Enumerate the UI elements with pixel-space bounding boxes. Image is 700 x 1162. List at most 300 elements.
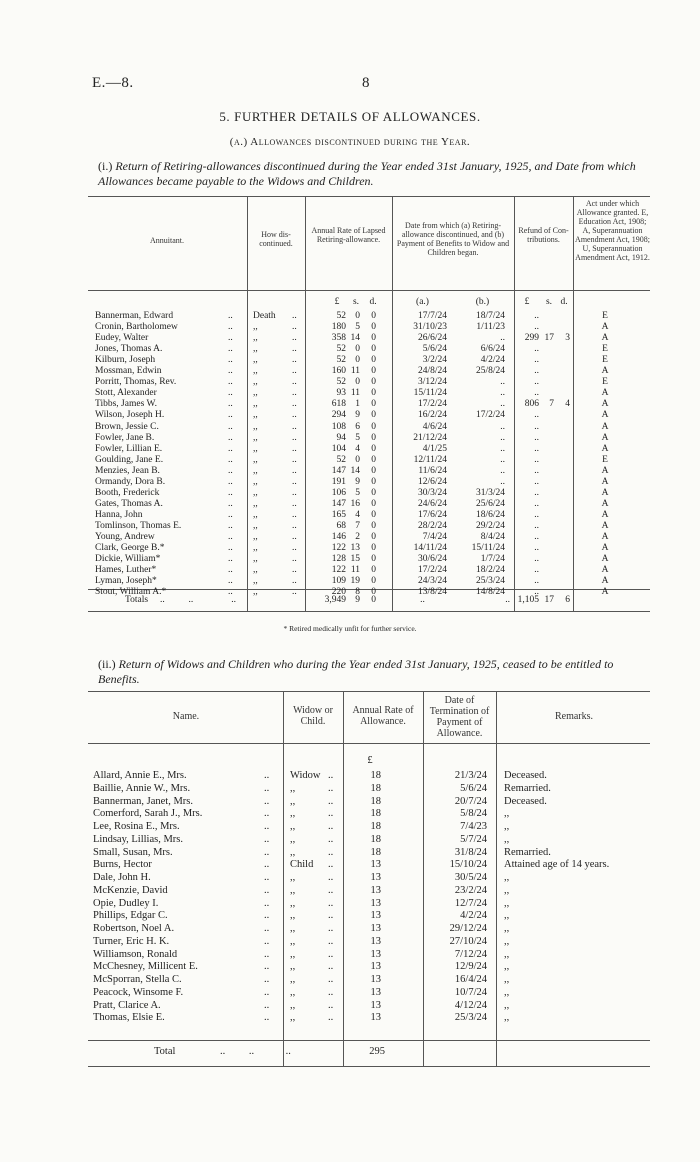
return1-title-prefix: (i.)	[98, 159, 113, 173]
row-leader: ..	[228, 532, 233, 542]
rate-pence: 0	[371, 543, 376, 554]
allowance-rate: 18	[370, 770, 381, 781]
remarks: ,,	[504, 986, 510, 998]
row-leader: ..	[292, 587, 297, 598]
row-leader: ..	[328, 948, 334, 960]
rate-shillings: 5	[355, 487, 360, 498]
rate-pence: 0	[371, 322, 376, 333]
rate-pence: 0	[371, 520, 376, 531]
how-discontinued: ,,	[253, 344, 258, 355]
table-row	[0, 433, 700, 444]
row-leader: ..	[292, 410, 297, 421]
remarks: Deceased.	[504, 770, 547, 781]
how-discontinued: ,,	[253, 498, 258, 509]
rate-pence: 0	[371, 432, 376, 443]
annuitant-name: Tibbs, James W.	[95, 399, 157, 410]
rate-shillings: 7	[355, 520, 360, 531]
how-discontinued: ,,	[253, 465, 258, 476]
date-a: 17/6/24	[417, 509, 447, 520]
row-leader: ..	[264, 923, 270, 934]
refund-pounds: ..	[534, 366, 539, 377]
row-leader: ..	[264, 884, 270, 896]
totals-leader: .. .. ..	[160, 595, 236, 605]
col2-header-date: Date of Termination of Payment of Allowance.	[429, 695, 490, 739]
how-discontinued: ,,	[253, 454, 258, 465]
remarks: ,,	[504, 833, 510, 845]
rate-shillings: 0	[355, 377, 360, 388]
date-a: 12/11/24	[413, 454, 447, 465]
remarks: ,,	[504, 884, 510, 896]
annuitant-name: Wilson, Joseph H.	[95, 410, 165, 421]
row-leader: ..	[292, 465, 297, 476]
row-leader: ..	[292, 476, 297, 487]
rate-pence: 0	[371, 366, 376, 377]
termination-date: 21/3/24	[454, 770, 487, 781]
rate-pence: 0	[371, 377, 376, 388]
rate-shillings: 19	[350, 576, 360, 587]
allowance-rate: 13	[370, 948, 381, 960]
termination-date: 25/3/24	[454, 1012, 487, 1024]
rate-pence: 0	[371, 576, 376, 587]
annuitant-name: Young, Andrew	[95, 532, 155, 542]
remarks: Attained age of 14 years.	[504, 859, 610, 871]
date-b: 17/2/24	[475, 410, 505, 421]
annuitant-name: Stout, William A.*	[95, 587, 167, 598]
row-leader: ..	[328, 833, 334, 845]
act-code: E	[602, 355, 608, 366]
refund-pounds: ..	[534, 344, 539, 355]
refund-pounds: ..	[534, 576, 539, 587]
remarks: ,,	[504, 961, 510, 973]
refund-pounds: ..	[534, 565, 539, 576]
allowance-rate: 13	[370, 859, 381, 871]
row-leader: ..	[264, 770, 270, 781]
rate-shillings: 6	[355, 421, 360, 432]
allowance-rate: 13	[370, 986, 381, 998]
list-item	[0, 987, 700, 999]
row-leader: ..	[292, 443, 297, 454]
allowance-rate: 18	[370, 795, 381, 807]
table-row	[0, 311, 700, 322]
date-b: ..	[500, 432, 505, 443]
row-leader: ..	[264, 846, 270, 858]
refund-pounds: ..	[534, 543, 539, 554]
rate-pence: 0	[371, 443, 376, 454]
rate-pounds: 146	[331, 532, 346, 542]
allowance-rate: 13	[370, 999, 381, 1011]
row-leader: ..	[292, 520, 297, 531]
row-leader: ..	[228, 333, 233, 344]
date-a: 15/11/24	[413, 388, 447, 399]
beneficiary-name: Baillie, Annie W., Mrs.	[93, 782, 191, 794]
row-leader: ..	[292, 388, 297, 399]
row-leader: ..	[292, 333, 297, 344]
beneficiary-name: Phillips, Edgar C.	[93, 910, 168, 922]
how-discontinued: ,,	[253, 476, 258, 487]
table-row	[0, 410, 700, 421]
list-item	[0, 770, 700, 782]
table-row	[0, 521, 700, 532]
date-a: 13/8/24	[417, 587, 447, 598]
row-leader: ..	[264, 974, 270, 985]
table-row	[0, 532, 700, 543]
row-leader: ..	[292, 532, 297, 542]
termination-date: 10/7/24	[454, 986, 487, 998]
annuitant-name: Booth, Frederick	[95, 487, 160, 498]
beneficiary-name: Thomas, Elsie E.	[93, 1012, 165, 1024]
allowance-rate: 13	[370, 961, 381, 973]
date-b: 8/4/24	[480, 532, 505, 542]
row-leader: ..	[328, 999, 334, 1011]
row-leader: ..	[292, 421, 297, 432]
rate-pence: 0	[371, 454, 376, 465]
refund-pounds: ..	[534, 311, 539, 321]
beneficiary-name: Allard, Annie E., Mrs.	[93, 770, 187, 781]
termination-date: 12/7/24	[454, 897, 487, 909]
beneficiary-name: Pratt, Clarice A.	[93, 999, 161, 1011]
unit-a: (a.)	[416, 297, 429, 307]
annuitant-name: Hames, Luther*	[95, 565, 157, 576]
rate-pence: 0	[371, 355, 376, 366]
list-item	[0, 821, 700, 833]
row-leader: ..	[264, 808, 270, 820]
act-code: A	[601, 399, 609, 410]
refund-pounds: ..	[534, 443, 539, 454]
rate-shillings: 0	[355, 344, 360, 355]
rate-shillings: 11	[350, 366, 360, 377]
rate-pence: 0	[371, 399, 376, 410]
row-leader: ..	[228, 476, 233, 487]
rate-pence: 0	[371, 554, 376, 565]
date-a: 17/2/24	[417, 399, 447, 410]
how-discontinued: ,,	[253, 554, 258, 565]
section-title: 5. FURTHER DETAILS OF ALLOWANCES.	[219, 109, 481, 124]
row-leader: ..	[228, 432, 233, 443]
refund-pounds: ..	[534, 487, 539, 498]
row-leader: ..	[264, 872, 270, 883]
col-header-date: Date from which (a) Retiring-allowance discontinued, and (b) Payment of Benefits to Widow and Children began.	[396, 221, 510, 257]
how-discontinued: ,,	[253, 532, 258, 542]
widow-or-child: Widow	[290, 770, 321, 781]
how-discontinued: ,,	[253, 410, 258, 421]
act-code: A	[601, 443, 609, 454]
rate-shillings: 1	[355, 399, 360, 410]
act-code: A	[601, 410, 609, 421]
refund-pounds: ..	[534, 355, 539, 366]
rate-shillings: 8	[355, 587, 360, 598]
unit-pounds: £	[334, 297, 340, 307]
date-b: ..	[500, 377, 505, 388]
rate-shillings: 13	[350, 543, 360, 554]
act-code: E	[602, 454, 608, 465]
table2-bottom-rule	[88, 1066, 650, 1067]
how-discontinued: ,,	[253, 576, 258, 587]
row-leader: ..	[264, 999, 270, 1011]
beneficiary-name: Peacock, Winsome F.	[93, 986, 184, 998]
rate-pounds: 122	[331, 565, 346, 576]
date-b: ..	[500, 399, 505, 410]
table2-header-rule	[88, 743, 650, 744]
rate-shillings: 14	[350, 333, 360, 344]
rate-pence: 0	[371, 465, 376, 476]
widow-or-child: ,,	[290, 833, 296, 845]
row-leader: ..	[228, 587, 233, 598]
row-leader: ..	[292, 311, 297, 321]
row-leader: ..	[228, 543, 233, 554]
rate-pounds: 94	[336, 432, 346, 443]
list-item	[0, 872, 700, 884]
rate-pounds: 191	[331, 476, 346, 487]
list-item	[0, 898, 700, 910]
annuitant-name: Porritt, Thomas, Rev.	[95, 377, 177, 388]
row-leader: ..	[228, 576, 233, 587]
row-leader: ..	[228, 344, 233, 355]
beneficiary-name: Robertson, Noel A.	[93, 923, 175, 934]
return1-title	[98, 159, 658, 189]
row-leader: ..	[328, 884, 334, 896]
remarks: ,,	[504, 935, 510, 947]
date-a: 12/6/24	[417, 476, 447, 487]
annuitant-name: Kilburn, Joseph	[95, 355, 156, 366]
row-leader: ..	[264, 782, 270, 794]
widow-or-child: ,,	[290, 897, 296, 909]
total2-rate: 295	[369, 1046, 385, 1057]
totals-b: ..	[505, 595, 510, 605]
list-item	[0, 796, 700, 808]
how-discontinued: ,,	[253, 543, 258, 554]
return2-title	[98, 657, 658, 687]
row-leader: ..	[264, 1012, 270, 1024]
remarks: ,,	[504, 808, 510, 820]
date-a: 17/7/24	[417, 311, 447, 321]
allowance-rate: 18	[370, 782, 381, 794]
widow-or-child: ,,	[290, 948, 296, 960]
act-code: A	[601, 565, 609, 576]
refund-shillings: 17	[544, 333, 554, 344]
list-item	[0, 808, 700, 820]
row-leader: ..	[292, 399, 297, 410]
row-leader: ..	[292, 377, 297, 388]
rate-pounds: 147	[331, 465, 346, 476]
termination-date: 4/2/24	[460, 910, 487, 922]
date-b: 6/6/24	[480, 344, 505, 355]
table-row	[0, 377, 700, 388]
row-leader: ..	[292, 355, 297, 366]
rate-shillings: 4	[355, 509, 360, 520]
list-item	[0, 974, 700, 986]
termination-date: 30/5/24	[454, 872, 487, 883]
how-discontinued: ,,	[253, 355, 258, 366]
list-item	[0, 1000, 700, 1012]
row-leader: ..	[228, 322, 233, 333]
date-a: 26/6/24	[417, 333, 447, 344]
act-code: A	[601, 532, 609, 542]
widow-or-child: ,,	[290, 808, 296, 820]
date-a: 14/11/24	[413, 543, 447, 554]
rate-pence: 0	[371, 311, 376, 321]
row-leader: ..	[292, 322, 297, 333]
row-leader: ..	[264, 859, 270, 871]
termination-date: 5/6/24	[460, 782, 487, 794]
rate-pounds: 180	[331, 322, 346, 333]
widow-or-child: ,,	[290, 795, 296, 807]
annuitant-name: Bannerman, Edward	[95, 311, 174, 321]
act-code: A	[601, 465, 609, 476]
row-leader: ..	[228, 410, 233, 421]
rate-shillings: 15	[350, 554, 360, 565]
refund-pounds: 806	[524, 399, 539, 410]
unit-refund-pounds: £	[524, 297, 530, 307]
row-leader: ..	[228, 520, 233, 531]
act-code: E	[602, 344, 608, 355]
remarks: ,,	[504, 974, 510, 985]
allowance-rate: 13	[370, 923, 381, 934]
total2-label: Total	[154, 1046, 176, 1057]
date-b: 25/6/24	[475, 498, 505, 509]
annuitant-name: Gates, Thomas A.	[95, 498, 163, 509]
widow-or-child: ,,	[290, 872, 296, 883]
remarks: ,,	[504, 923, 510, 934]
rate-pounds: 147	[331, 498, 346, 509]
refund-pounds: ..	[534, 388, 539, 399]
table1-header-rule	[88, 290, 650, 291]
page-header-code: E.—8.	[92, 75, 134, 91]
table1-bottom-rule	[88, 611, 650, 612]
table-row	[0, 444, 700, 455]
how-discontinued: ,,	[253, 388, 258, 399]
totals-pounds: 3,949	[324, 595, 346, 605]
list-item	[0, 783, 700, 795]
table-row	[0, 455, 700, 466]
act-code: A	[601, 487, 609, 498]
rate-shillings: 14	[350, 465, 360, 476]
list-item	[0, 936, 700, 948]
rate-shillings: 11	[350, 388, 360, 399]
unit-pence: d.	[369, 297, 377, 307]
act-code: A	[601, 543, 609, 554]
rate-shillings: 5	[355, 322, 360, 333]
row-leader: ..	[228, 487, 233, 498]
act-code: A	[601, 388, 609, 399]
annuitant-name: Goulding, Jane E.	[95, 454, 164, 465]
col2-header-kind: Widow or Child.	[293, 705, 333, 727]
annuitant-name: Dickie, William*	[95, 554, 161, 565]
widow-or-child: ,,	[290, 846, 296, 858]
annuitant-name: Menzies, Jean B.	[95, 465, 160, 476]
termination-date: 31/8/24	[454, 846, 487, 858]
widow-or-child: ,,	[290, 884, 296, 896]
date-a: 3/2/24	[422, 355, 447, 366]
remarks: Remarried.	[504, 782, 551, 794]
annuitant-name: Tomlinson, Thomas E.	[95, 520, 182, 531]
row-leader: ..	[328, 795, 334, 807]
row-leader: ..	[228, 454, 233, 465]
termination-date: 27/10/24	[449, 935, 487, 947]
row-leader: ..	[292, 344, 297, 355]
table-row	[0, 344, 700, 355]
rate-pounds: 52	[336, 454, 346, 465]
date-b: ..	[500, 421, 505, 432]
totals-a: ..	[420, 595, 425, 605]
col2-header-name: Name.	[172, 711, 200, 722]
rate-pence: 0	[371, 498, 376, 509]
date-b: ..	[500, 333, 505, 344]
how-discontinued: ,,	[253, 520, 258, 531]
refund-pounds: ..	[534, 322, 539, 333]
row-leader: ..	[228, 366, 233, 377]
remarks: ,,	[504, 948, 510, 960]
how-discontinued: Death	[253, 311, 276, 321]
beneficiary-name: Opie, Dudley I.	[93, 897, 159, 909]
unit2-pounds: £	[367, 755, 373, 766]
date-b: ..	[500, 443, 505, 454]
rate-pounds: 104	[331, 443, 346, 454]
beneficiary-name: Lee, Rosina E., Mrs.	[93, 821, 180, 832]
act-code: A	[601, 520, 609, 531]
row-leader: ..	[228, 311, 233, 321]
act-code: A	[601, 587, 609, 598]
rate-pounds: 358	[331, 333, 346, 344]
footnote: * Retired medically unfit for further service.	[283, 624, 417, 633]
remarks: ,,	[504, 897, 510, 909]
refund-pounds: 299	[524, 333, 539, 344]
how-discontinued: ,,	[253, 366, 258, 377]
refund-pence: 4	[565, 399, 570, 410]
act-code: A	[601, 432, 609, 443]
remarks: ,,	[504, 999, 510, 1011]
widow-or-child: ,,	[290, 923, 296, 934]
annuitant-name: Cronin, Bartholomew	[95, 322, 178, 333]
row-leader: ..	[328, 897, 334, 909]
row-leader: ..	[328, 859, 334, 871]
table-row	[0, 422, 700, 433]
refund-pounds: ..	[534, 509, 539, 520]
rate-pounds: 93	[336, 388, 346, 399]
date-b: 4/2/24	[480, 355, 505, 366]
row-leader: ..	[264, 948, 270, 960]
refund-pounds: ..	[534, 498, 539, 509]
table-row	[0, 543, 700, 554]
how-discontinued: ,,	[253, 509, 258, 520]
table-row	[0, 499, 700, 510]
how-discontinued: ,,	[253, 487, 258, 498]
rate-shillings: 0	[355, 311, 360, 321]
col2-header-rate: Annual Rate of Allowance.	[352, 705, 414, 727]
remarks: Remarried.	[504, 846, 551, 858]
page-number: 8	[362, 75, 370, 91]
widow-or-child: ,,	[290, 986, 296, 998]
date-b: 15/11/24	[471, 543, 505, 554]
act-code: A	[601, 554, 609, 565]
rate-pounds: 160	[331, 366, 346, 377]
date-a: 31/10/23	[413, 322, 447, 333]
rate-pence: 0	[371, 476, 376, 487]
table-row	[0, 565, 700, 576]
list-item	[0, 847, 700, 859]
date-b: 18/7/24	[475, 311, 505, 321]
annuitant-name: Fowler, Jane B.	[95, 432, 155, 443]
date-a: 24/3/24	[417, 576, 447, 587]
how-discontinued: ,,	[253, 333, 258, 344]
rate-pounds: 108	[331, 421, 346, 432]
rate-pounds: 220	[331, 587, 346, 598]
date-a: 30/6/24	[417, 554, 447, 565]
row-leader: ..	[328, 846, 334, 858]
row-leader: ..	[228, 355, 233, 366]
how-discontinued: ,,	[253, 432, 258, 443]
rate-shillings: 9	[355, 476, 360, 487]
termination-date: 16/4/24	[454, 974, 487, 985]
